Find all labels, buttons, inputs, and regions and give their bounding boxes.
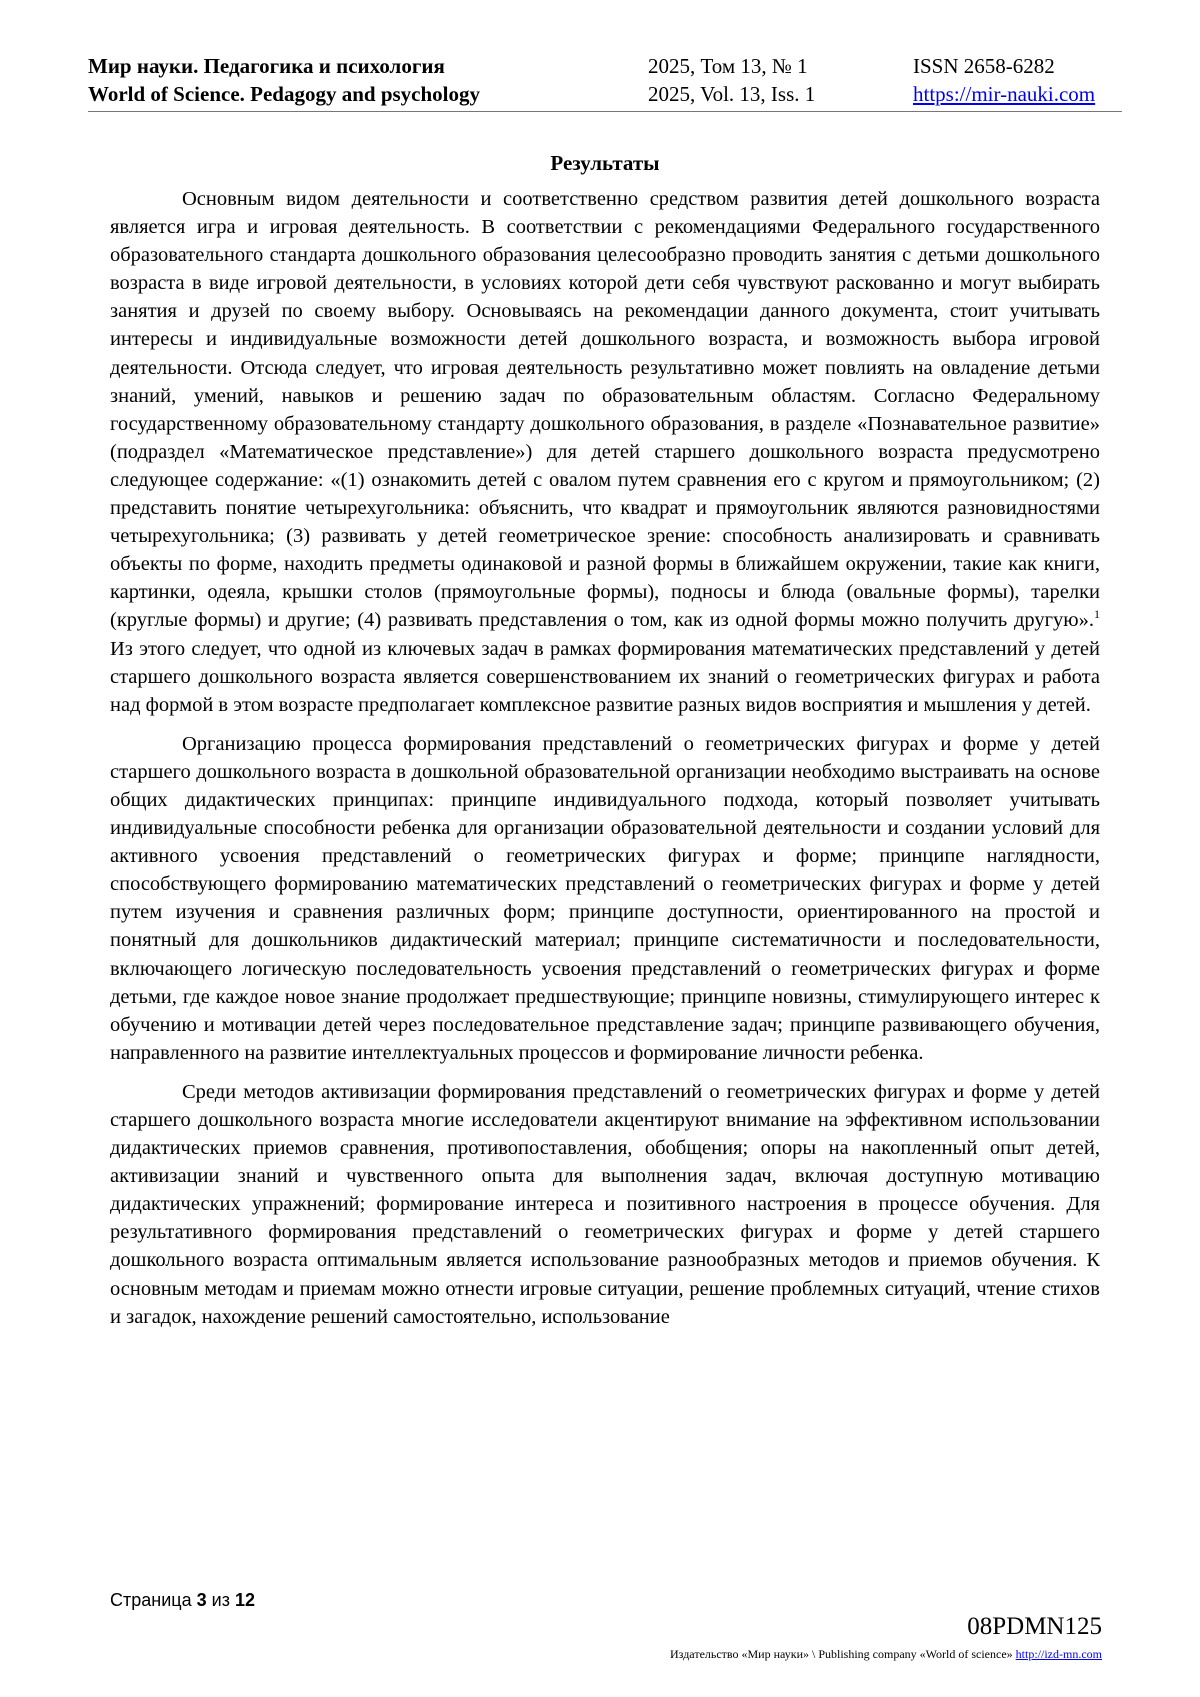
issn: ISSN 2658-6282 — [913, 54, 1055, 78]
paragraph: Среди методов активизации формирования представлений о геометрических фигурах и форме у детей старшего дошкольного возраста многие исследователи акцентируют внимание на эффективном использовании дидактических приемов сравнения, противопоставления, обобщения; опоры на накопленный опыт детей, активизации знаний и чувственного опыта для выполнения задач, включая доступную мотивацию дидактических упражнений; формирование интереса и позитивного настроения в процессе обучения. Для результативного формирования представлений о геометрических фигурах и форме у детей старшего дошкольного возраста оптимальным является использование разнообразных методов и приемов обучения. К основным методам и приемам можно отнести игровые ситуации, решение проблемных ситуаций, чтение стихов и загадок, нахождение решений самостоятельно, использование — [110, 1080, 1100, 1328]
volume-ru: 2025, Том 13, № 1 — [648, 54, 808, 78]
volume-en: 2025, Vol. 13, Iss. 1 — [648, 82, 816, 106]
paragraph — [110, 185, 1100, 719]
paragraph-text: Основным видом деятельности и соответственно средством развития детей дошкольного возраста является игра и игровая деятельность. В соответствии с рекомендациями Федерального государственного образовательного стандарта дошкольного образования целесообразно проводить занятия с детьми дошкольного возраста в виде игровой деятельности, в условиях которой дети себя чувствуют раскованно и могут выбирать занятия и друзей по своему выбору. Основываясь на рекомендации данного документа, стоит учитывать интересы и индивидуальные возможности детей дошкольного возраста, и возможность выбора игровой деятельности. Отсюда следует, что игровая деятельность результативно может повлиять на овладение детьми знаний, умений, навыков и решению задач по образовательным областям. Согласно Федеральному государственному образовательному стандарту дошкольного образования, в разделе «Познавательное развитие» (подраздел «Математическое представление») для детей старшего дошкольного возраста предусмотрено следующее содержание: «(1) ознакомить детей с овалом путем сравнения его с кругом и прямоугольником; (2) представить понятие четырехугольника: объяснить, что квадрат и прямоугольник являются разновидностями четырехугольника; (3) развивать у детей геометрическое зрение: способность анализировать и сравнивать объекты по форме, находить предметы одинаковой и разной формы в ближайшем окружении, такие как книги, картинки, одеяла, крышки столов (прямоугольные формы), подносы и блюда (овальные формы), тарелки (круглые формы) и другие; (4) развивать представления о том, как из одной формы можно получить другую». — [110, 188, 1100, 632]
page-total: 12 — [234, 1590, 255, 1610]
volume-info — [648, 52, 815, 108]
page-separator: из — [211, 1590, 230, 1610]
running-header — [88, 52, 1122, 110]
section-title: Результаты — [550, 151, 660, 175]
journal-website-link[interactable]: https://mir-nauki.com — [913, 82, 1096, 106]
page-number — [110, 1588, 255, 1612]
journal-title-en: World of Science. Pedagogy and psychology — [88, 82, 481, 106]
page-prefix: Страница — [110, 1590, 192, 1610]
journal-title-ru: Мир науки. Педагогика и психология — [88, 54, 445, 78]
journal-title — [88, 52, 480, 108]
header-rule — [88, 111, 1122, 112]
page-current: 3 — [196, 1590, 207, 1610]
footnote-marker[interactable]: 1 — [1094, 607, 1100, 622]
publisher-text: Издательство «Мир науки» \ Publishing company «World of science» — [670, 1647, 1013, 1661]
paragraph: Организацию процесса формирования представлений о геометрических фигурах и форме у детей старшего дошкольного возраста в дошкольной образовательной организации необходимо выстраивать на основе общих дидактических принципах: принципе индивидуального подхода, который позволяет учитывать индивидуальные способности ребенка для организации образовательной деятельности и создании условий для активного усвоения представлений о геометрических фигурах и форме; принципе наглядности, способствующего формированию математических представлений о геометрических фигурах и форме у детей путем изучения и сравнения различных форм; принципе доступности, ориентированного на простой и понятный для дошкольников дидактический материал; принципе систематичности и последовательности, включающего логическую последовательность усвоения представлений о геометрических фигурах и форме детьми, где каждое новое знание продолжает предшествующие; принципе новизны, стимулирующего интерес к обучению и мотивации детей через последовательное представление задач; принципе развивающего обучения, направленного на развитие интеллектуальных процессов и формирование личности ребенка. — [110, 732, 1100, 1064]
paragraph-text: Из этого следует, что одной из ключевых задач в рамках формирования математических представлений у детей старшего дошкольного возраста является совершенствованием их знаний о геометрических фигурах и работа над формой в этом возрасте предполагает комплексное развитие разных видов восприятия и мышления у детей. — [110, 637, 1100, 716]
issn-block — [913, 52, 1095, 108]
publisher-link[interactable]: http://izd-mn.com — [1015, 1647, 1102, 1661]
article-body — [110, 185, 1100, 1342]
publisher-line — [670, 1646, 1102, 1662]
article-code: 08PDMN125 — [967, 1613, 1102, 1640]
